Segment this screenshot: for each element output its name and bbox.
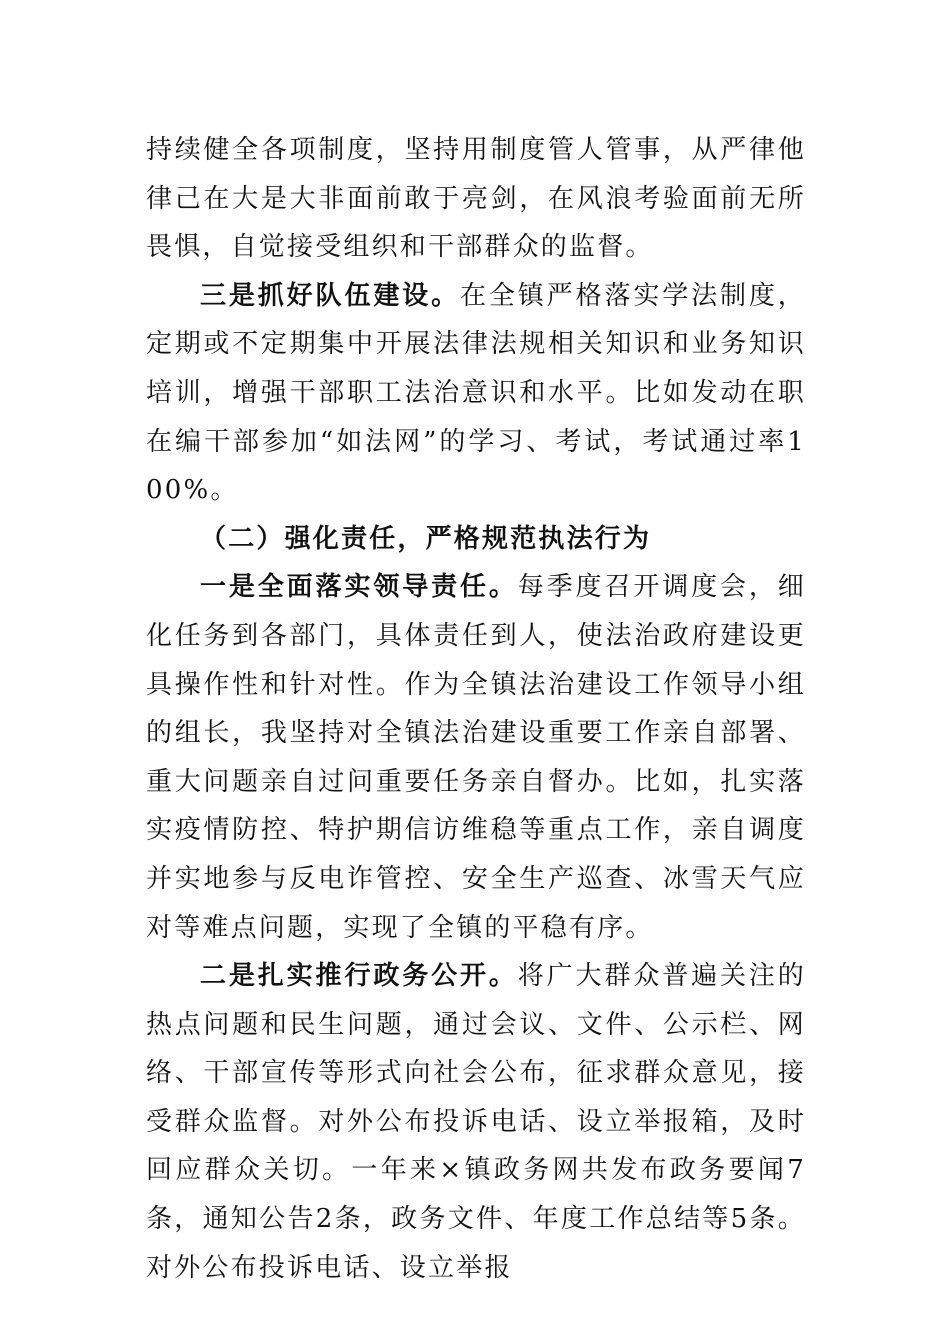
section-heading: （二）强化责任，严格规范执法行为 (200, 523, 652, 554)
paragraph-system-building (146, 126, 806, 272)
paragraph-leadership-responsibility (146, 563, 806, 952)
paragraph-text: 在全镇严格落实学法制度，定期或不定期集中开展法律法规相关知识和业务知识培训，增强干部职工法治意识和水平。比如发动在职在编干部参加“如法网”的学习、考试，考试通过率100%。 (146, 280, 806, 506)
paragraph-lead: 一是全面落实领导责任。 (200, 572, 518, 603)
paragraph-team-building (146, 272, 806, 515)
paragraph-lead: 三是抓好队伍建设。 (200, 280, 461, 311)
paragraph-text: 持续健全各项制度，坚持用制度管人管事，从严律他律己在大是大非面前敢于亮剑，在风浪考验面前无所畏惧，自觉接受组织和干部群众的监督。 (146, 135, 806, 263)
paragraph-government-openness (146, 952, 806, 1292)
paragraph-text: 将广大群众普遍关注的热点问题和民生问题，通过会议、文件、公示栏、网络、干部宣传等形式向社会公布，征求群众意见，接受群众监督。对外公布投诉电话、设立举报箱，及时回应群众关切。一年来×镇政务网共发布政务要闻7条，通知公告2条，政务文件、年度工作总结等5条。对外公布投诉电话、设立举报 (146, 961, 806, 1283)
document-page (146, 126, 806, 1292)
paragraph-text: 每季度召开调度会，细化任务到各部门，具体责任到人，使法治政府建设更具操作性和针对性。作为全镇法治建设工作领导小组的组长，我坚持对全镇法治建设重要工作亲自部署、重大问题亲自过问重要任务亲自督办。比如，扎实落实疫情防控、特护期信访维稳等重点工作，亲自调度并实地参与反电诈管控、安全生产巡查、冰雪天气应对等难点问题，实现了全镇的平稳有序。 (146, 572, 806, 943)
paragraph-lead: 二是扎实推行政务公开。 (200, 961, 518, 992)
